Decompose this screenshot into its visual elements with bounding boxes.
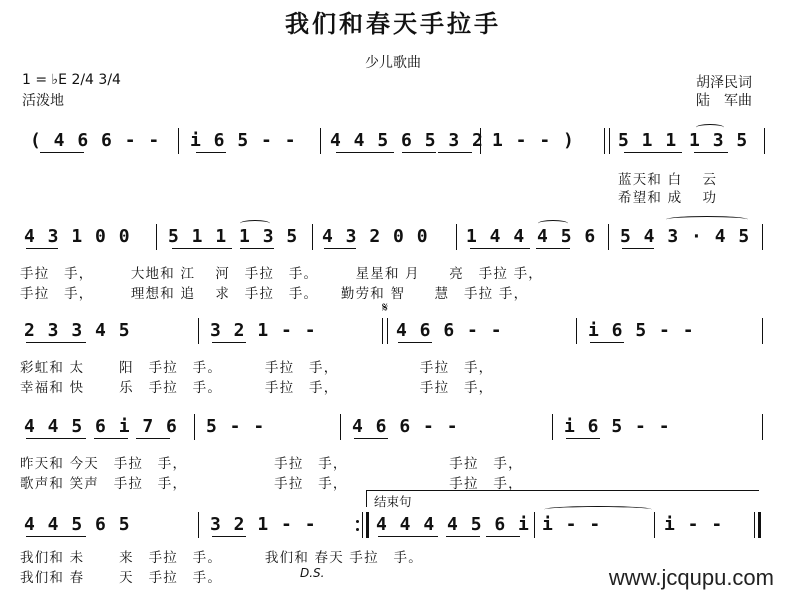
measure: 4 6 6 - - (352, 416, 459, 437)
lyrics-verse-1: 我们和 未 来 手拉 手。 我们和 春天 手拉 手。 (20, 550, 423, 566)
lyrics-verse-2: 我们和 春 天 手拉 手。 (20, 570, 223, 586)
bar-line (320, 128, 321, 154)
beam (378, 536, 438, 537)
dal-segno-mark: D.S. (300, 566, 325, 580)
bar-line (480, 128, 481, 154)
beam (212, 536, 246, 537)
bar-line (387, 318, 388, 344)
bar-line (312, 224, 313, 250)
beam (622, 248, 654, 249)
beam (196, 152, 226, 153)
beam (240, 248, 274, 249)
slur (240, 220, 270, 227)
lyricist-credit: 胡泽民词 (696, 75, 752, 91)
slur (666, 216, 748, 223)
beam (398, 342, 432, 343)
measure: i 6 5 - - (588, 320, 695, 341)
measure: 3 2 1 - - (210, 320, 317, 341)
measure: 5 1 1 1 3 5 (618, 130, 749, 151)
measure: 1 - - ) (492, 130, 575, 151)
measure: 5 1 1 1 3 5 (168, 226, 299, 247)
bar-line (340, 414, 341, 440)
beam (26, 248, 58, 249)
slur (696, 124, 724, 131)
slur (538, 220, 568, 227)
lyrics-verse-2: 幸福和 快 乐 手拉 手。 手拉 手， 手拉 手， (20, 380, 494, 396)
bar-line (362, 512, 363, 538)
measure: 4 3 2 0 0 (322, 226, 429, 247)
measure: 4 4 5 6 5 3 2 (330, 130, 484, 151)
bar-line (156, 224, 157, 250)
key-signature: 1 = ♭E 2/4 3/4 (22, 72, 121, 88)
beam (446, 536, 480, 537)
beam (212, 342, 246, 343)
beam (324, 248, 356, 249)
bar-line (382, 318, 383, 344)
beam (26, 342, 86, 343)
measure: 3 2 1 - - (210, 514, 317, 535)
beam (566, 438, 600, 439)
beam (402, 152, 436, 153)
measure: 4 4 5 6 5 (24, 514, 131, 535)
bar-line (609, 128, 610, 154)
final-bar-line (758, 512, 761, 538)
measure: 4 3 1 0 0 (24, 226, 131, 247)
repeat-dot (356, 520, 359, 523)
measure: 4 6 6 - - (396, 320, 503, 341)
beam (486, 536, 520, 537)
bar-line (764, 128, 765, 154)
bar-line (762, 414, 763, 440)
bar-line (654, 512, 655, 538)
repeat-bar-line (366, 512, 369, 538)
bar-line (194, 414, 195, 440)
bar-line (576, 318, 577, 344)
measure: 4 4 5 6 i 7 6 (24, 416, 178, 437)
repeat-dot (356, 528, 359, 531)
beam (624, 152, 682, 153)
bar-line (608, 224, 609, 250)
tempo-marking: 活泼地 (22, 93, 64, 109)
beam (172, 248, 232, 249)
measure: i 6 5 - - (190, 130, 297, 151)
beam (336, 152, 394, 153)
beam (536, 248, 570, 249)
measure: 1 4 4 4 5 6 (466, 226, 597, 247)
measure: 2 3 3 4 5 (24, 320, 131, 341)
lyrics-verse-1: 手拉 手， 大地和 江 河 手拉 手。 星星和 月 亮 手拉 手， (20, 266, 543, 282)
ending-label: 结束句 (374, 494, 412, 509)
beam (26, 438, 86, 439)
song-subtitle: 少儿歌曲 (365, 55, 421, 71)
measure: 5 - - (206, 416, 266, 437)
song-title: 我们和春天手拉手 (285, 9, 501, 38)
site-watermark: www.jcqupu.com (608, 565, 774, 590)
composer-credit: 陆 军曲 (696, 93, 752, 109)
lyrics-verse-1: 彩虹和 太 阳 手拉 手。 手拉 手， 手拉 手， (20, 360, 494, 376)
beam (438, 152, 472, 153)
measure: i - - (542, 514, 602, 535)
ending-bracket (366, 490, 759, 507)
bar-line (198, 318, 199, 344)
beam (590, 342, 624, 343)
bar-line (198, 512, 199, 538)
bar-line (762, 224, 763, 250)
bar-line (534, 512, 535, 538)
beam (40, 152, 84, 153)
lyrics-verse-2: 手拉 手， 理想和 追 求 手拉 手。 勤劳和 智 慧 手拉 手， (20, 286, 529, 302)
beam (26, 536, 86, 537)
bar-line (552, 414, 553, 440)
measure: 5 4 3 · 4 5 (620, 226, 751, 247)
beam (470, 248, 530, 249)
lyrics-verse-1: 昨天和 今天 手拉 手， 手拉 手， 手拉 手， (20, 456, 523, 472)
beam (136, 438, 170, 439)
lyrics-verse-2: 希望和 成 功 (618, 190, 718, 206)
bar-line (456, 224, 457, 250)
bar-line (178, 128, 179, 154)
bar-line (754, 512, 755, 538)
beam (694, 152, 728, 153)
beam (354, 438, 388, 439)
tie (544, 506, 652, 513)
measure: ( 4 6 6 - - (30, 130, 161, 151)
measure: i - - (664, 514, 724, 535)
segno-sign: 𝄋 (382, 300, 389, 316)
lyrics-verse-1: 蓝天和 白 云 (618, 172, 718, 188)
beam (94, 438, 128, 439)
lyrics-verse-2: 歌声和 笑声 手拉 手， 手拉 手， 手拉 手， (20, 476, 523, 492)
bar-line (762, 318, 763, 344)
measure: 4 4 4 4 5 6 i (376, 514, 530, 535)
measure: i 6 5 - - (564, 416, 671, 437)
bar-line (604, 128, 605, 154)
